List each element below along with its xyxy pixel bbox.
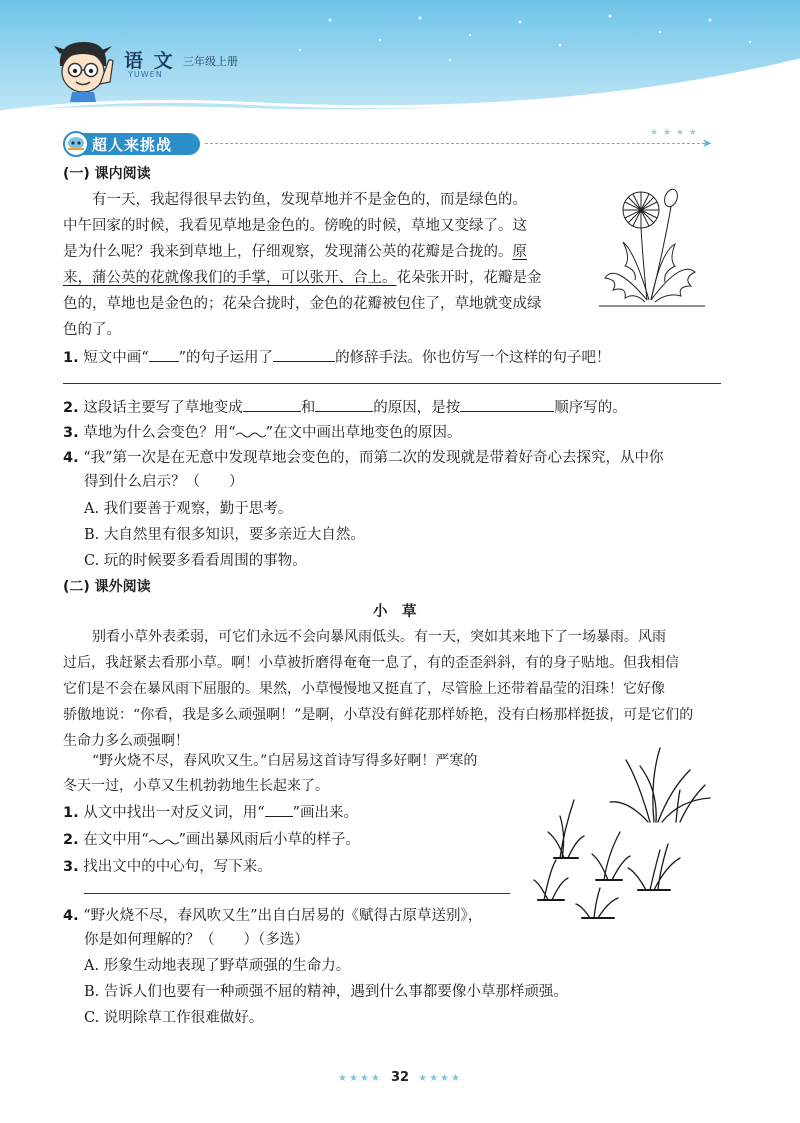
underlined-sentence: 原 xyxy=(512,244,527,260)
stars-icon: ★ ★ ★ ★ xyxy=(650,128,698,138)
mascot-icon xyxy=(50,36,120,102)
question-number: 1. xyxy=(63,805,79,821)
question-text: 顺序写的。 xyxy=(554,400,627,416)
underline-sample xyxy=(149,349,179,362)
section-title: 超人来挑战 xyxy=(92,136,173,154)
question-4 xyxy=(63,446,664,467)
page-number: 32 xyxy=(390,1070,410,1085)
answer-blank[interactable] xyxy=(315,399,373,412)
stars-icon: ★★★★ xyxy=(418,1073,462,1084)
answer-line[interactable] xyxy=(63,383,721,384)
passage-line: 有一天，我起得很早去钓鱼，发现草地并不是金色的，而是绿色的。 xyxy=(92,192,527,208)
question-text: 从文中找出一对反义词，用“ xyxy=(83,805,265,821)
passage-line: 色的，草地也是金色的；花朵合拢时，金色的花瓣被包住了，草地就变成绿 xyxy=(63,296,542,312)
part1-title: (一) 课内阅读 xyxy=(63,166,151,182)
p2-question-3 xyxy=(63,855,272,876)
header-band xyxy=(0,0,800,118)
question-text: ”的句子运用了 xyxy=(178,350,274,366)
question-text: 找出文中的中心句，写下来。 xyxy=(83,859,272,875)
p2-question-4-cont: 你是如何理解的？（ ）（多选） xyxy=(84,932,309,948)
option-c[interactable]: C. 玩的时候要多看看周围的事物。 xyxy=(84,553,307,569)
grass-illustration xyxy=(530,740,725,930)
passage-line: 过后，我赶紧去看那小草。啊！小草被折磨得奄奄一息了，有的歪歪斜斜，有的身子贴地。但我相信 xyxy=(63,655,679,671)
section-divider xyxy=(205,143,705,144)
question-number: 3. xyxy=(63,859,79,875)
question-text: 的修辞手法。你也仿写一个这样的句子吧！ xyxy=(335,350,611,366)
question-number: 3. xyxy=(63,425,79,441)
p2-question-2 xyxy=(63,828,360,849)
answer-blank[interactable] xyxy=(243,399,301,412)
p2-question-1 xyxy=(63,801,358,822)
question-text: ”在文中画出草地变色的原因。 xyxy=(265,425,462,441)
passage-line: 生命力多么顽强啊！ xyxy=(63,733,189,749)
passage-line xyxy=(63,240,527,261)
question-text: “野火烧不尽，春风吹又生”出自白居易的《赋得古原草送别》， xyxy=(83,908,483,924)
passage-text: 花朵张开时，花瓣是金 xyxy=(396,270,542,286)
question-text: 这段话主要写了草地变成 xyxy=(83,400,243,416)
passage-line: 它们是不会在暴风雨下屈服的。果然，小草慢慢地又挺直了，尽管脸上还带着晶莹的泪珠！它好像 xyxy=(63,681,665,697)
subject-title: 语 文 xyxy=(124,50,175,72)
answer-blank[interactable] xyxy=(273,349,335,362)
underlined-sentence: 来，蒲公英的花就像我们的手掌，可以张开、合上。 xyxy=(63,270,397,286)
passage-line: 别看小草外表柔弱，可它们永远不会向暴风雨低头。有一天，突如其来地下了一场暴雨。风雨 xyxy=(92,629,666,645)
stars-icon: ★★★★ xyxy=(338,1073,382,1084)
question-text: 和 xyxy=(300,400,316,416)
question-number: 4. xyxy=(63,908,79,924)
option-b[interactable]: B. 告诉人们也要有一种顽强不屈的精神，遇到什么事都要像小草那样顽强。 xyxy=(84,984,568,1000)
question-4-cont: 得到什么启示？（ ） xyxy=(84,474,244,490)
page-footer xyxy=(0,1070,800,1085)
question-text: 的原因，是按 xyxy=(373,400,461,416)
passage-line: “野火烧不尽，春风吹又生。”白居易这首诗写得多好啊！严寒的 xyxy=(92,753,478,769)
passage-line: 骄傲地说：“你看，我是多么顽强啊！”是啊，小草没有鲜花那样娇艳，没有白杨那样挺拔，可是它们的 xyxy=(63,707,694,723)
subject-english: YUWEN xyxy=(128,70,163,79)
question-number: 4. xyxy=(63,450,79,466)
dandelion-illustration xyxy=(595,182,710,312)
question-text: “我”第一次是在无意中发现草地会变色的，而第二次的发现就是带着好奇心去探究，从中你 xyxy=(83,450,664,466)
question-2 xyxy=(63,396,627,417)
question-text: 草地为什么会变色？用“ xyxy=(83,425,236,441)
option-a[interactable]: A. 形象生动地表现了野草顽强的生命力。 xyxy=(84,958,351,974)
grade-label: 三年级上册 xyxy=(183,55,238,68)
passage-line: 冬天一过，小草又生机勃勃地生长起来了。 xyxy=(63,778,329,794)
question-1 xyxy=(63,346,611,367)
question-number: 2. xyxy=(63,832,79,848)
passage-line xyxy=(63,266,542,287)
option-c[interactable]: C. 说明除草工作很难做好。 xyxy=(84,1010,264,1026)
p2-question-4 xyxy=(63,904,482,925)
question-number: 2. xyxy=(63,400,79,416)
question-text: 短文中画“ xyxy=(83,350,149,366)
passage-line: 色的了。 xyxy=(63,322,121,338)
passage-line: 中午回家的时候，我看见草地是金色的。傍晚的时候，草地又变绿了。这 xyxy=(63,218,527,234)
option-b[interactable]: B. 大自然里有很多知识，要多亲近大自然。 xyxy=(84,527,365,543)
part2-title: (二) 课外阅读 xyxy=(63,579,151,595)
question-3 xyxy=(63,421,462,442)
arrow-right-icon: ➤ xyxy=(702,136,713,150)
wavy-line-icon xyxy=(149,835,179,845)
answer-blank[interactable] xyxy=(460,399,554,412)
wavy-line-icon xyxy=(236,428,266,438)
story-title: 小 草 xyxy=(373,604,417,620)
question-text: ”画出暴风雨后小草的样子。 xyxy=(178,832,361,848)
question-number: 1. xyxy=(63,350,79,366)
question-text: ”画出来。 xyxy=(292,805,359,821)
underline-sample xyxy=(265,804,293,817)
option-a[interactable]: A. 我们要善于观察，勤于思考。 xyxy=(84,501,293,517)
passage-text: 是为什么呢？我来到草地上，仔细观察，发现蒲公英的花瓣是合拢的。 xyxy=(63,244,513,260)
question-text: 在文中用“ xyxy=(83,832,149,848)
answer-line[interactable] xyxy=(84,893,510,894)
